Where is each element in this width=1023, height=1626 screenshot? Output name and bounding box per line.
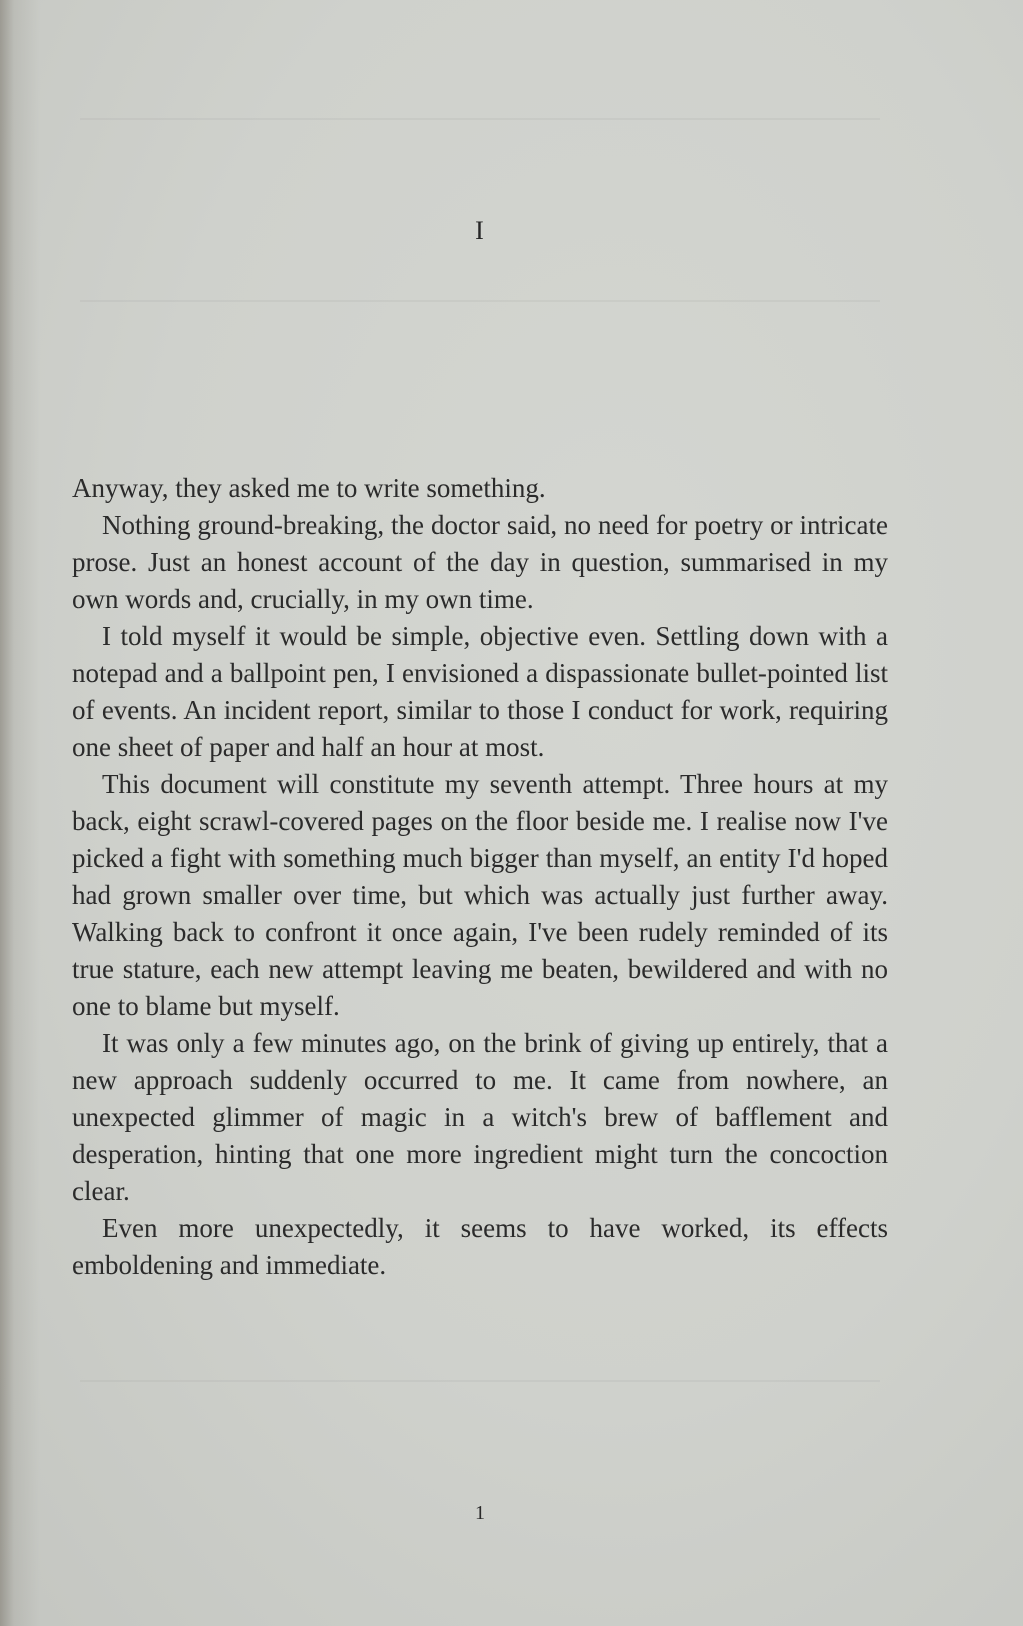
paragraph: This document will constitute my seventh attempt. Three hours at my back, eight scrawl-covered pages on the floor beside me. I realise now I've picked a fight with something much bigger than myself, an entity I'd hoped had grown smaller over time, but which was actually just further away. Walking back to confront it once again, I've been rudely reminded of its true stature, each new attempt leaving me beaten, bewildered and with no one to blame but myself. [72, 769, 888, 1021]
page-number: 1 [475, 1502, 485, 1524]
paragraph: Anyway, they asked me to write something. [72, 473, 546, 503]
paragraph: Even more unexpectedly, it seems to have worked, its effects emboldening and immediate. [72, 1213, 888, 1280]
paragraph: Nothing ground-breaking, the doctor said, no need for poetry or intricate prose. Just an honest account of the day in question, summarised in my own words and, crucially, in my own time. [72, 510, 888, 614]
chapter-body [72, 470, 888, 1284]
paragraph: I told myself it would be simple, objective even. Settling down with a notepad and a ballpoint pen, I envisioned a dispassionate bullet-pointed list of events. An incident report, similar to those I conduct for work, requiring one sheet of paper and half an hour at most. [72, 621, 888, 762]
show-through-line [80, 118, 880, 120]
paragraph: It was only a few minutes ago, on the brink of giving up entirely, that a new approach suddenly occurred to me. It came from nowhere, an unexpected glimmer of magic in a witch's brew of bafflement and desperation, hinting that one more ingredient might turn the concoction clear. [72, 1028, 888, 1206]
show-through-line [80, 1380, 880, 1382]
chapter-number: I [475, 216, 485, 245]
show-through-line [80, 300, 880, 302]
